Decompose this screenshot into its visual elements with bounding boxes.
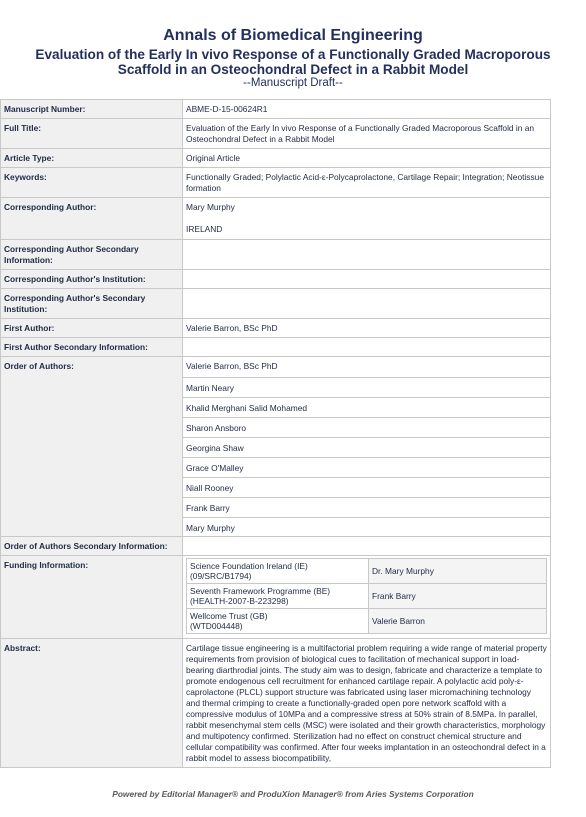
row-corr-secondary	[1, 240, 551, 270]
author-item: Valerie Barron, BSc PhD	[186, 361, 278, 371]
row-funding	[1, 556, 551, 639]
label-order-secondary: Order of Authors Secondary Information:	[1, 537, 183, 556]
author-item: Sharon Ansboro	[183, 417, 550, 434]
funding-table	[186, 558, 547, 634]
footer-credit: Powered by Editorial Manager® and ProduXion Manager® from Aries Systems Corporation	[112, 789, 474, 799]
row-full-title	[1, 119, 551, 149]
funding-row	[187, 559, 547, 584]
funding-funder: Seventh Framework Programme (BE) (HEALTH-2007-B-223298)	[187, 584, 369, 609]
funding-funder: Science Foundation Ireland (IE) (09/SRC/B1794)	[187, 559, 369, 584]
author-item: Khalid Merghani Salid Mohamed	[183, 397, 550, 414]
author-item: Martin Neary	[183, 377, 550, 394]
row-abstract	[1, 639, 551, 768]
funding-row	[187, 584, 547, 609]
row-article-type	[1, 149, 551, 168]
row-corr-institution	[1, 270, 551, 289]
manuscript-metadata-table	[0, 99, 551, 768]
label-abstract: Abstract:	[1, 639, 183, 768]
row-first-author-secondary	[1, 338, 551, 357]
label-corr-secondary-institution: Corresponding Author's Secondary Institution:	[1, 289, 183, 319]
author-item: Frank Barry	[183, 497, 550, 514]
corresponding-author-name: Mary Murphy	[186, 202, 235, 212]
funding-recipient: Valerie Barron	[369, 609, 547, 634]
label-first-author-secondary: First Author Secondary Information:	[1, 338, 183, 357]
author-item: Mary Murphy	[183, 517, 550, 534]
funding-funder: Wellcome Trust (GB) (WTD004448)	[187, 609, 369, 634]
row-order-secondary	[1, 537, 551, 556]
label-corr-secondary: Corresponding Author Secondary Information:	[1, 240, 183, 270]
row-first-author	[1, 319, 551, 338]
value-keywords: Functionally Graded; Polylactic Acid-ε-Polycaprolactone, Cartilage Repair; Integration; Neotissue formation	[183, 168, 551, 198]
author-item: Georgina Shaw	[183, 437, 550, 454]
funding-recipient: Frank Barry	[369, 584, 547, 609]
draft-label: --Manuscript Draft--	[243, 77, 343, 89]
value-first-author: Valerie Barron, BSc PhD	[183, 319, 551, 338]
label-manuscript-number: Manuscript Number:	[1, 100, 183, 119]
label-corr-institution: Corresponding Author's Institution:	[1, 270, 183, 289]
label-first-author: First Author:	[1, 319, 183, 338]
funding-recipient: Dr. Mary Murphy	[369, 559, 547, 584]
label-full-title: Full Title:	[1, 119, 183, 149]
journal-name: Annals of Biomedical Engineering	[163, 27, 423, 44]
funding-row	[187, 609, 547, 634]
value-article-type: Original Article	[183, 149, 551, 168]
author-item: Niall Rooney	[183, 477, 550, 494]
row-order-of-authors	[1, 357, 551, 537]
label-funding: Funding Information:	[1, 556, 183, 639]
corresponding-author-country: IRELAND	[186, 224, 223, 234]
label-keywords: Keywords:	[1, 168, 183, 198]
value-order-of-authors	[183, 357, 551, 537]
manuscript-title: Evaluation of the Early In vivo Response of a Functionally Graded Macroporous Scaffold in an Osteochondral Defect in a Rabbit Model	[35, 47, 551, 77]
row-corr-secondary-institution	[1, 289, 551, 319]
value-manuscript-number: ABME-D-15-00624R1	[183, 100, 551, 119]
value-corr-secondary	[183, 240, 551, 270]
value-corr-institution	[183, 270, 551, 289]
label-article-type: Article Type:	[1, 149, 183, 168]
value-abstract: Cartilage tissue engineering is a multifactorial problem requiring a wide range of material property requirements from provision of biological cues to facilitation of mechanical support in load-bearing diarthrodial joints. The study aim was to design, fabricate and characterize a template to promote endogenous cell recruitment for enhanced cartilage repair. A polylactic acid poly-ε-caprolactone (PLCL) support structure was fabricated using laser micromachining technology and thermal crimping to create a functionally-graded open pore network scaffold with a compressive modulus of 10MPa and a compressive stress at 50% strain of 8.5MPa. In parallel, rabbit mesenchymal stem cells (MSC) were isolated and their growth characteristics, morphology and multipotency confirmed. Sterilization had no effect on construct chemical structure and cellular compatibility was confirmed. After four weeks implantation in an osteochondral defect in a rabbit model to assess biocompatibility,	[183, 639, 551, 768]
row-corresponding-author	[1, 198, 551, 240]
value-corresponding-author	[183, 198, 551, 240]
author-item: Grace O'Malley	[183, 457, 550, 474]
value-full-title: Evaluation of the Early In vivo Response of a Functionally Graded Macroporous Scaffold in an Osteochondral Defect in a Rabbit Model	[183, 119, 551, 149]
label-order-of-authors: Order of Authors:	[1, 357, 183, 537]
value-funding	[183, 556, 551, 639]
value-corr-secondary-institution	[183, 289, 551, 319]
row-keywords	[1, 168, 551, 198]
value-order-secondary	[183, 537, 551, 556]
row-manuscript-number	[1, 100, 551, 119]
value-first-author-secondary	[183, 338, 551, 357]
label-corresponding-author: Corresponding Author:	[1, 198, 183, 240]
